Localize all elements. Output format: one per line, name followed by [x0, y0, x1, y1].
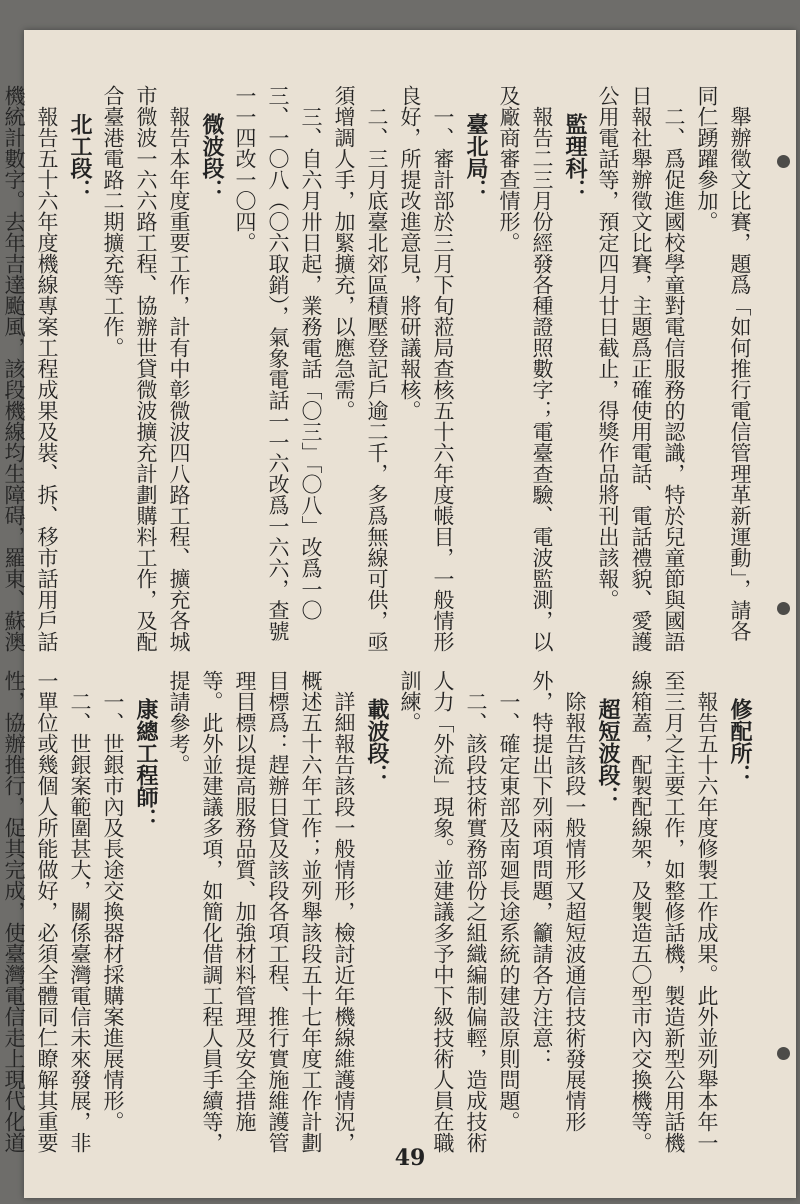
paragraph: 報告五十六年度機線專案工程成果及裝、拆、移市話用戶話機統計數字。去年吉達颱風，該段機線均生障碍，羅東、蘇澳 [2, 85, 59, 652]
paragraph: 二、世銀案範圍甚大，關係臺灣電信未來發展，非一單位或幾個人所能做好，必須全體同仁瞭解其重要性，協辦推行，促其完成，使臺灣電信走上現代化道 [2, 670, 92, 1153]
section-heading: 微波段： [199, 113, 225, 201]
section-heading: 北工段： [67, 113, 93, 201]
paragraph: 二、爲促進國校學童對電信服務的認識，特於兒童節與國語日報社舉辦徵文比賽，主題爲正確使用電話、電話禮貌、愛護公用電話等，預定四月廿日截止，得獎作品將刊出該報。 [596, 85, 686, 652]
paragraph: 一、世銀市內及長途交換器材採購案進展情形。 [101, 691, 125, 1132]
punch-hole [777, 1047, 790, 1060]
paragraph: 除報告該段一般情形又超短波通信技術發展情形外，特提出下列兩項問題，籲請各方注意： [530, 670, 587, 1132]
paragraph: 一、審計部於三月下旬蒞局查核五十六年度帳目，一般情形良好，所提改進意見，將研議報核。 [398, 85, 455, 652]
section-heading: 監理科： [562, 113, 588, 201]
paragraph: 報告二三月份經發各種證照數字；電臺查驗、電波監測，以及廠商審查情形。 [497, 85, 554, 652]
section-heading: 臺北局： [463, 113, 489, 201]
document-page [2, 30, 796, 1198]
punch-hole [777, 155, 790, 168]
punch-hole [777, 602, 790, 615]
section-heading: 康總工程師： [133, 698, 159, 830]
paragraph: 報告本年度重要工作，計有中彰微波四八路工程、擴充各城市微波一六六路工程、協辦世貸微波擴充計劃購料工作，及配合臺港電路二期擴充等工作。 [101, 85, 191, 652]
top-text-block [2, 85, 756, 653]
section-heading: 修配所： [727, 698, 753, 786]
paragraph: 二、三月底臺北郊區積壓登記戶逾二千，多爲無線可供，亟須增調人手，加緊擴充，以應急需。 [332, 85, 389, 652]
section-heading: 載波段： [364, 698, 390, 786]
section-heading: 超短波段： [595, 698, 621, 808]
paragraph: 詳細報告該段一般情形，檢討近年機線維護情況，概述五十六年工作；並列舉該段五十七年度工作計劃目標爲：趕辦日貸及該段各項工程、推行實施維護管理目標以提高服務品質、加強材料管理及安全措施等。此外並建議多項，如簡化借調工程人員手續等，提請參考。 [167, 670, 356, 1153]
page-number: 49 [394, 1145, 426, 1171]
paragraph: 報告五十六年度修製工作成果。此外並列舉本年一至三月之主要工作，如整修話機，製造新型公用話機線箱蓋，配製配線架，及製造五〇型市內交換機等。 [629, 670, 719, 1153]
paragraph: 一、確定東部及南廻長途系統的建設原則問題。 [497, 691, 521, 1132]
bottom-text-block [2, 670, 756, 1155]
paragraph: 舉辦徵文比賽，題爲「如何推行電信管理革新運動」，請各同仁踴躍參加。 [695, 85, 752, 642]
paragraph: 三、自六月卅日起，業務電話「〇三」「〇八」改爲一〇三、一〇八（〇六取銷），氣象電話一一六改爲一六六，查號一一四改一〇四。 [233, 85, 323, 642]
paragraph: 二、該段技術實務部份之組織編制偏輕，造成技術人力「外流」現象。並建議多予中下級技術人員在職訓練。 [398, 670, 488, 1153]
